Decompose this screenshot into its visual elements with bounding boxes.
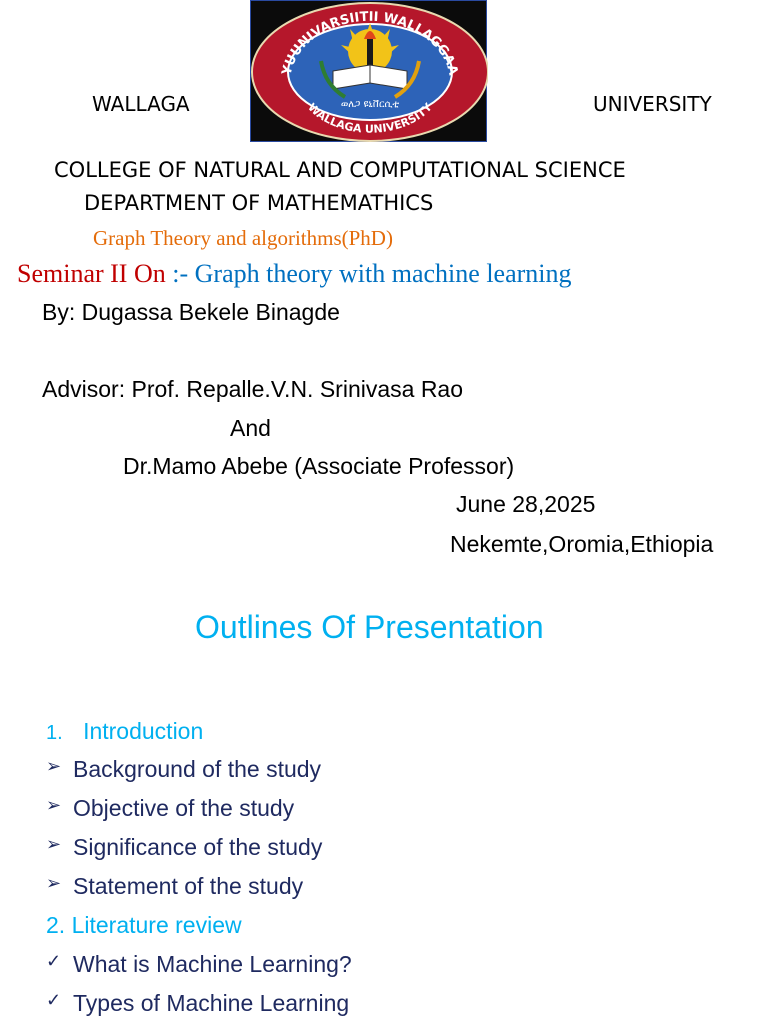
seminar-title	[17, 259, 572, 289]
outline-item-label: Significance of the study	[73, 834, 323, 860]
presentation-location: Nekemte,Oromia,Ethiopia	[450, 531, 714, 557]
presentation-date: June 28,2025	[456, 491, 596, 517]
checkmark-bullet-icon: ✓	[46, 990, 62, 1010]
section-number: 1.	[46, 722, 63, 744]
outline-item-label: What is Machine Learning?	[73, 951, 352, 977]
author-line: By: Dugassa Bekele Binagde	[42, 299, 340, 325]
outline-item-label: Objective of the study	[73, 795, 295, 821]
seminar-prefix: Seminar II On	[17, 259, 166, 288]
logo-ring-text-amharic: ወለጋ ዩኒቨርሲቲ	[340, 99, 400, 110]
college-name: COLLEGE OF NATURAL AND COMPUTATIONAL SCIENCE	[54, 158, 626, 182]
arrow-bullet-icon: ➢	[46, 834, 62, 854]
department-name: DEPARTMENT OF MATHEMATHICS	[84, 191, 434, 215]
advisor-line-1: Advisor: Prof. Repalle.V.N. Srinivasa Rao	[42, 376, 464, 402]
outline-item	[46, 990, 349, 1017]
outline-item-label: Background of the study	[73, 756, 322, 782]
seminar-topic: :- Graph theory with machine learning	[172, 259, 572, 288]
logo-ring-text-top: YUUNIVARSIITII WALLAGGAA	[279, 9, 461, 77]
outline-item	[46, 834, 322, 861]
outline-item	[46, 873, 303, 900]
section-label: Literature review	[71, 912, 242, 938]
section-label: Introduction	[83, 718, 204, 744]
logo-ring-text-bottom: WALLAGA UNIVERSITY	[305, 100, 435, 136]
outline-item-label: Types of Machine Learning	[73, 990, 350, 1016]
program-name: Graph Theory and algorithms(PhD)	[93, 226, 393, 250]
outline-section-1	[46, 718, 203, 745]
outline-item	[46, 795, 294, 822]
outline-item-label: Statement of the study	[73, 873, 304, 899]
outline-item	[46, 756, 321, 783]
logo-seal-icon	[251, 1, 488, 143]
advisor-and: And	[230, 415, 271, 441]
outline-section-2	[46, 912, 242, 939]
outline-item	[46, 951, 352, 978]
header-right-word: UNIVERSITY	[593, 92, 712, 116]
checkmark-bullet-icon: ✓	[46, 951, 62, 971]
advisor-line-2: Dr.Mamo Abebe (Associate Professor)	[123, 453, 515, 479]
arrow-bullet-icon: ➢	[46, 873, 62, 893]
header-left-word: WALLAGA	[92, 92, 190, 116]
section-number: 2.	[46, 912, 66, 938]
university-logo	[250, 0, 487, 142]
arrow-bullet-icon: ➢	[46, 795, 62, 815]
outline-title: Outlines Of Presentation	[195, 609, 544, 645]
arrow-bullet-icon: ➢	[46, 756, 62, 776]
